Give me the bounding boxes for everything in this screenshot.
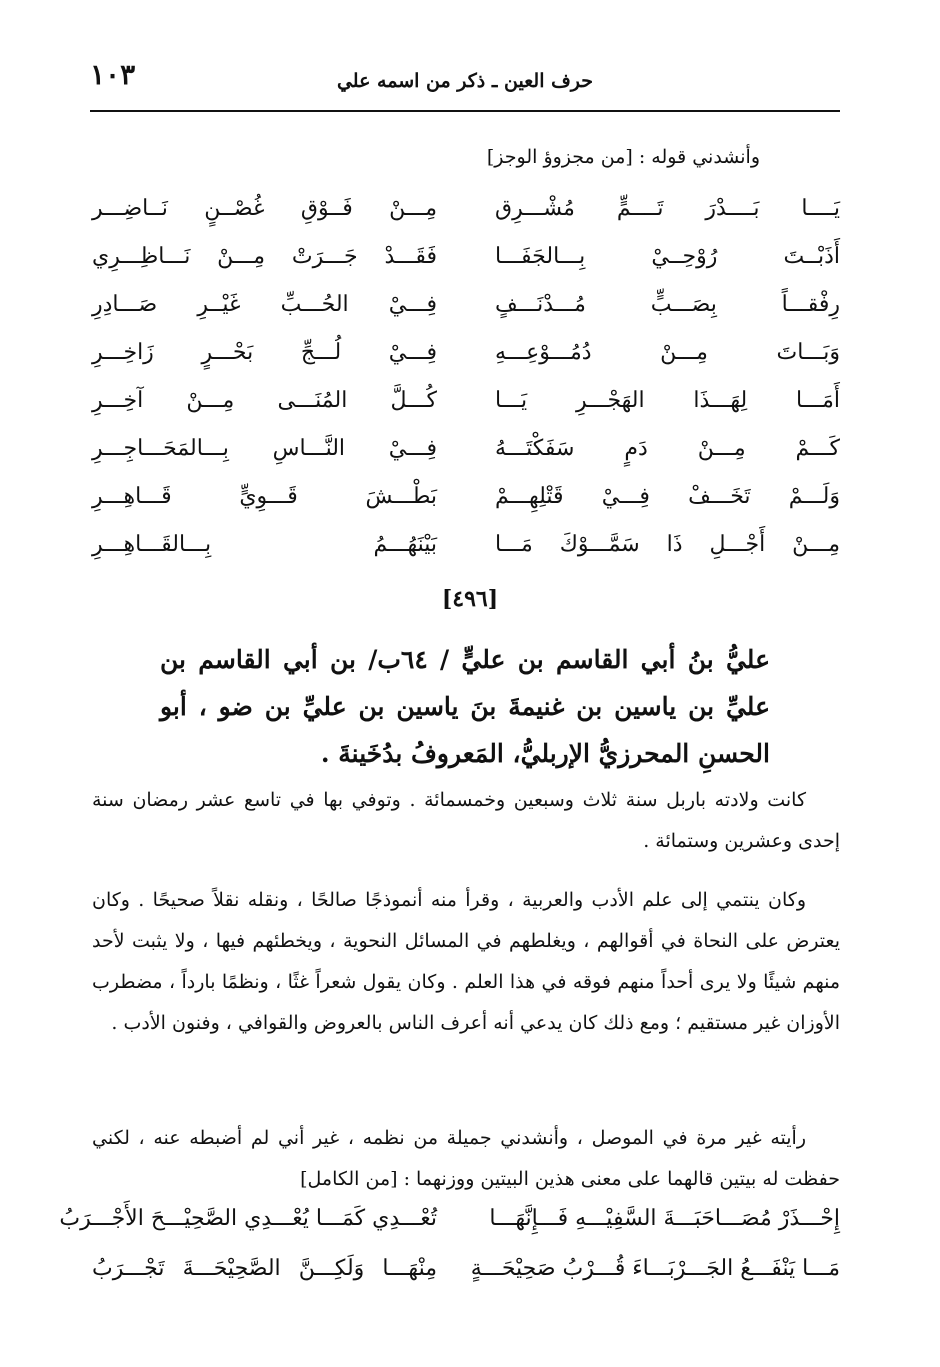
verse-first-hemistich: أَمَـــا لِهَـــذَا الهَجْـــرِ يَـــا <box>495 388 840 413</box>
verse-line <box>92 292 840 340</box>
verse-second-hemistich: فِـــيْ لُـــجِّ بَحْـــرٍ زَاخِـــرِ <box>92 340 437 365</box>
verse-second-hemistich: بَطْـــشَ قَـــوِيٍّ قَـــاهِـــرِ <box>92 484 437 509</box>
poem-first <box>92 196 840 580</box>
verse-second-hemistich: كُـــلَّ المُنَـــى مِـــنْ آخِـــرِ <box>92 388 437 413</box>
paragraph-biography: وكان ينتمي إلى علم الأدب والعربية ، وقرأ منه أنموذجًا صالحًا ، ونقله نقلاً صحيحًا . وكان يعترض على النحاة في أقوالهم ، ويغلطهم في المسائل النحوية ، ويخطئهم فيها ، ولا يثبت لأحد منهم شيئًا ولا يرى أحداً منهم فوقه في هذا العلم . وكان يقول شعراً غثًا ، ونظمًا بارداً ، مضطرب الأوزان غير مستقيم ؛ ومع ذلك كان يدعي أنه أعرف الناس بالعروض والقوافي ، وفنون الأدب . <box>92 889 840 1034</box>
verse-second-hemistich: مِنْهَـــا وَلَكِـــنَّ الصَّحِيْحَـــةَ تَجْـــرَبُ <box>92 1256 437 1281</box>
verse-second-hemistich: فَقَـــدْ جَـــرَتْ مِـــنْ نَـــاظِـــرِي <box>92 244 437 269</box>
verse-line <box>92 340 840 388</box>
verse-first-hemistich: مَـــا يَنْفَـــعُ الجَـــرْبَـــاءَ قُـــرْبُ صَحِيْحَـــةٍ <box>470 1256 840 1281</box>
verse-first-hemistich: أَذَبْــتَ رُوْحِــيْ بِـــالجَفَـــا <box>495 244 840 269</box>
verse-second-hemistich: بَيْنَهُـــمُ بِـــالقَـــاهِـــرِ <box>92 532 437 557</box>
verse-first-hemistich: وَبَـــاتَ مِـــنْ دُمُـــوْعِـــهِ <box>495 340 840 365</box>
running-title: حرف العين ـ ذكر من اسمه علي <box>336 70 594 92</box>
verse-second-hemistich: فِـــيْ الحُـــبِّ غَيْــرِ صَـــادِرِ <box>92 292 437 317</box>
page-number: ١٠٣ <box>90 58 136 91</box>
verse-first-hemistich: إِحْـــذَرْ مُصَـــاحَبَـــةَ السَّفِيْـــهِ فَـــإِنَّهَـــا <box>489 1206 840 1231</box>
paragraph-poem-intro: رأيته غير مرة في الموصل ، وأنشدني جميلة من نظمه ، غير أني لم أضبطه عنه ، لكني حفظت له بيتين قالهما على معنى هذين البيتين ووزنهما : [من الكامل] <box>92 1127 840 1190</box>
verse-first-hemistich: مِـــنْ أَجْـــلِ ذَا سَمَّـــوْكَ مَـــا <box>495 532 840 557</box>
verse-second-hemistich: فِـــيْ النَّـــاسِ بِـــالمَحَـــاجِـــرِ <box>92 436 437 461</box>
verse-first-hemistich: رِفْقـــاً بِصَـــبٍّ مُـــدْنَـــفٍ <box>495 292 840 317</box>
header-divider <box>90 110 840 112</box>
verse-line <box>92 196 840 244</box>
verse-line <box>59 1206 840 1256</box>
verse-first-hemistich: كَـــمْ مِـــنْ دَمٍ سَفَكْتَـــهُ <box>495 436 840 461</box>
poem-second <box>59 1206 840 1306</box>
verse-line <box>92 436 840 484</box>
verse-line <box>92 388 840 436</box>
entry-title: عليُّ بنُ أبي القاسم بن عليٍّ / ٦٤ب/ بن أبي القاسم بن عليِّ بن ياسين بن غنيمةَ بنَ ياسين بن عليِّ بن ضو ، أبو الحسنِ المحرزيُّ الإربليُّ، المَعروفُ بدُخَينةَ . <box>160 645 770 768</box>
entry-number: [٤٩٦] <box>441 586 499 612</box>
verse-line <box>92 532 840 580</box>
page-header <box>90 58 840 106</box>
verse-line <box>92 244 840 292</box>
verse-first-hemistich: يَــــا بَــــدْرَ تَــــمٍّ مُشْـــرِق <box>495 196 840 221</box>
poem-intro-line: وأنشدني قوله : [من مجزوؤ الوجز] <box>486 146 760 168</box>
verse-first-hemistich: وَلَـــمْ تَخَـــفْ فِـــيْ قَتْلِهِـــمْ <box>495 484 840 509</box>
verse-line <box>92 484 840 532</box>
verse-line <box>92 1256 840 1306</box>
paragraph-birth-death: كانت ولادته باربل سنة ثلاث وسبعين وخمسمائة . وتوفي بها في تاسع عشر رمضان سنة إحدى وعشرين وستمائة . <box>92 789 840 852</box>
verse-second-hemistich: تُعْـــدِي كَمَـــا يُعْـــدِي الصَّحِيْـــحَ الأَجْـــرَبُ <box>59 1206 437 1231</box>
verse-second-hemistich: مِـــنْ فَــوْقِ غُصْــنٍ نَــاضِـــر <box>92 196 437 221</box>
